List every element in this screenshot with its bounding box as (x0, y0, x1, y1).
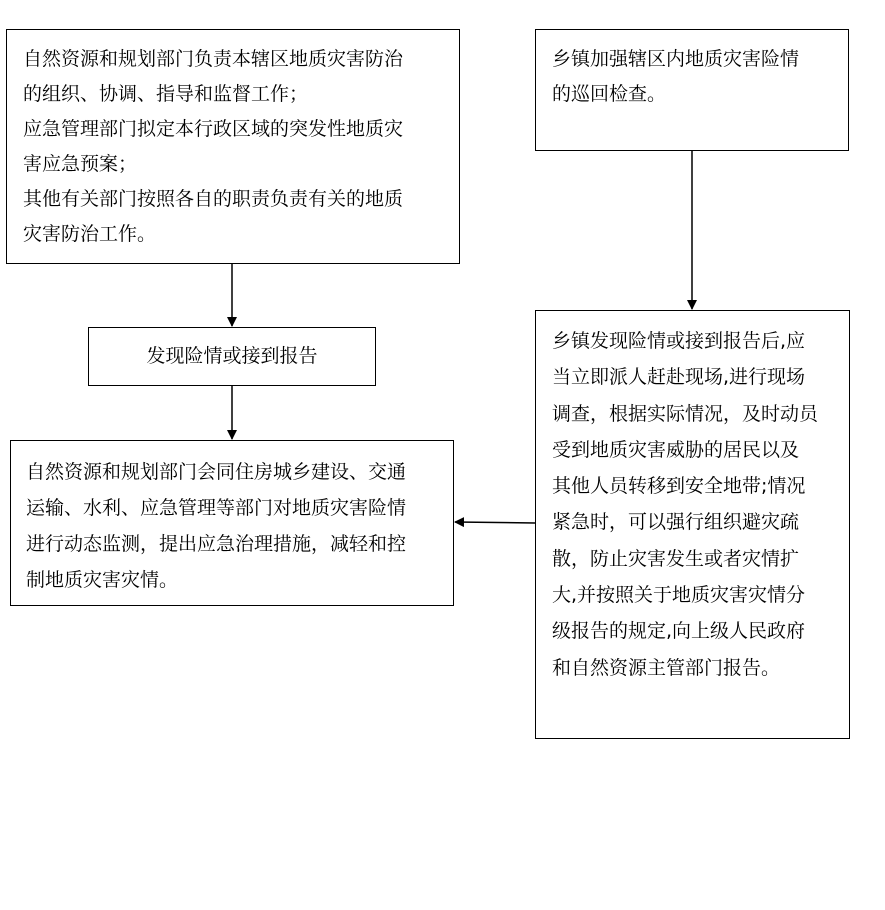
township-patrol-line: 乡镇加强辖区内地质灾害险情 (552, 48, 800, 70)
township-response-line: 乡镇发现险情或接到报告后,应 (552, 330, 806, 352)
discovery-line: 发现险情或接到报告 (146, 345, 318, 367)
township-response-line: 和自然资源主管部门报告。 (552, 656, 781, 679)
responsibility-line: 应急管理部门拟定本行政区域的突发性地质灾 (23, 118, 404, 140)
monitoring-box (10, 440, 454, 606)
township-response-line: 受到地质灾害威胁的居民以及 (552, 438, 800, 461)
township-response-line: 调查，根据实际情况，及时动员 (552, 402, 819, 425)
monitoring-line: 自然资源和规划部门会同住房城乡建设、交通 (26, 461, 407, 483)
township-response-line: 紧急时，可以强行组织避灾疏 (552, 511, 800, 534)
responsibility-line: 自然资源和规划部门负责本辖区地质灾害防治 (23, 48, 404, 70)
arrow-township-response-to-monitoring (455, 522, 535, 523)
responsibility-line: 灾害防治工作。 (23, 223, 157, 245)
township-response-line: 大,并按照关于地质灾害灾情分 (552, 584, 806, 607)
township-patrol-line: 的巡回检查。 (552, 83, 667, 105)
responsibility-line: 的组织、协调、指导和监督工作； (23, 83, 309, 105)
responsibility-line: 其他有关部门按照各自的职责负责有关的地质 (23, 188, 404, 210)
responsibility-box (6, 29, 460, 264)
township-response-line: 当立即派人赶赴现场,进行现场 (552, 366, 806, 389)
township-response-line: 其他人员转移到安全地带;情况 (552, 475, 806, 498)
township-response-line: 散，防止灾害发生或者灾情扩 (552, 547, 800, 570)
discovery-box (88, 327, 376, 386)
monitoring-line: 运输、水利、应急管理等部门对地质灾害险情 (26, 497, 407, 519)
township-patrol-box (535, 29, 849, 151)
responsibility-line: 害应急预案； (23, 153, 138, 175)
township-response-box (535, 310, 850, 739)
monitoring-line: 进行动态监测，提出应急治理措施，减轻和控 (26, 533, 407, 555)
monitoring-line: 制地质灾害灾情。 (26, 569, 179, 591)
township-response-line: 级报告的规定,向上级人民政府 (552, 620, 806, 643)
